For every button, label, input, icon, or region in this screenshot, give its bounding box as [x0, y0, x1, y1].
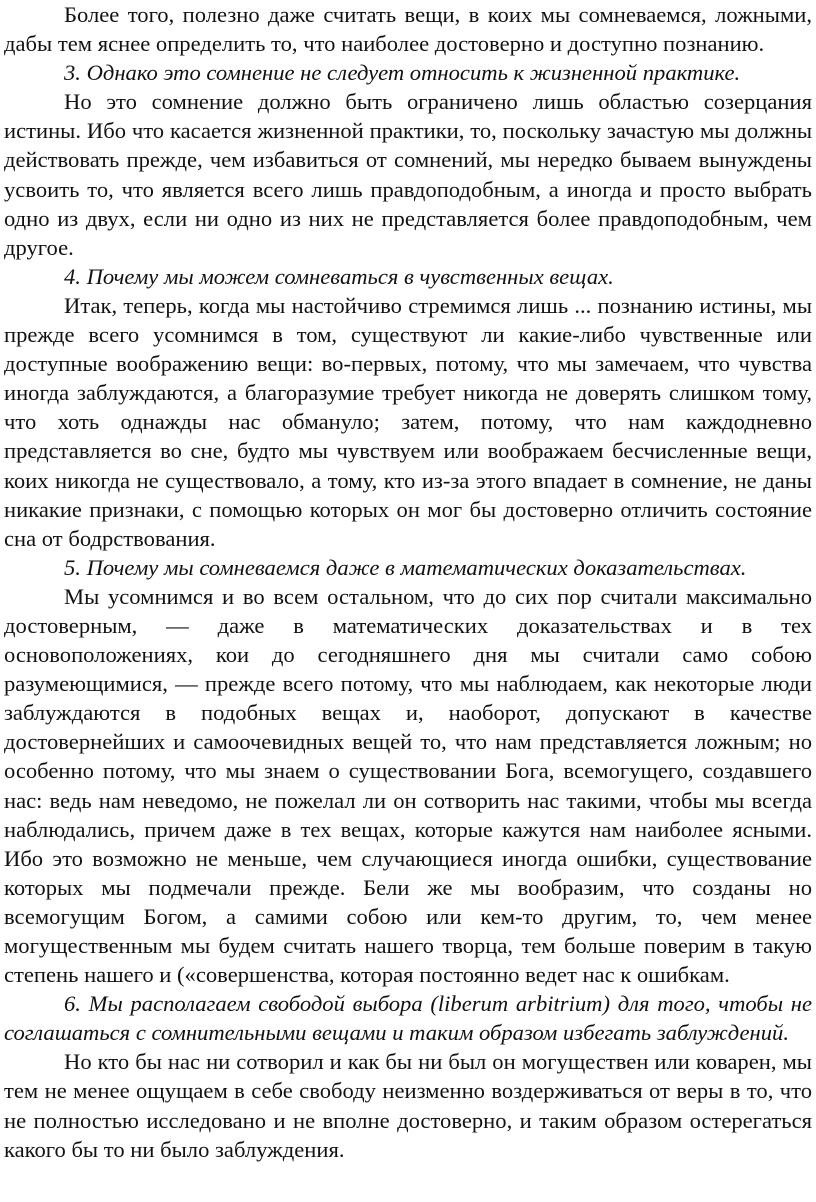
section-heading-5: 5. Почему мы сомневаемся даже в математических доказательствах.: [64, 554, 747, 580]
section-heading-6: 6. Мы располагаем свободой выбора (liberum arbitrium) для того, чтобы не соглашаться с сомнительными вещами и таким образом избегать заблуждений.: [4, 991, 812, 1046]
section-heading-3: 3. Однако это сомнение не следует относить к жизненной практике.: [64, 60, 741, 86]
paragraph-1: Более того, полезно даже считать вещи, в коих мы сомневаемся, ложными, дабы тем яснее определить то, что наиболее достоверно и доступно познанию.: [4, 2, 812, 57]
paragraph-4: Мы усомнимся и во всем остальном, что до сих пор считали максимально достоверным, — даже в математических доказательствах и в тех основоположениях, кои до сегодняшнего дня мы считали само собою разумеющимися, — прежде всего потому, что мы наблюдаем, как некоторые люди заблуждаются в подобных вещах и, наоборот, допускают в качестве достовернейших и самоочевидных вещей то, что нам представляется ложным; но особенно потому, что мы знаем о существовании Бога, всемогущего, создавшего нас: ведь нам неведомо, не пожелал ли он сотворить нас такими, чтобы мы всегда наблюдались, причем даже в тех вещах, которые кажутся нам наиболее ясными. Ибо это возможно не меньше, чем случающиеся иногда ошибки, существование которых мы подмечали прежде. Бели же мы вообразим, что созданы но всемогущим Богом, а самими собою или кем-то другим, то, чем менее могущественным мы будем считать нашего творца, тем больше поверим в такую степень нашего и («совершенства, которая постоянно ведет нас к ошибкам.: [4, 583, 812, 988]
paragraph-3: Итак, теперь, когда мы настойчиво стремимся лишь ... познанию истины, мы прежде всего усомнимся в том, существуют ли какие-либо чувственные или доступные воображению вещи: во-первых, потому, что мы замечаем, что чувства иногда заблуждаются, а благоразумие требует никогда не доверять слишком тому, что хоть однажды нас обмануло; затем, потому, что нам каждодневно представляется во сне, будто мы чувствуем или воображаем бесчисленные вещи, коих никогда не существовало, а тому, кто из-за этого впадает в сомнение, не даны никакие признаки, с помощью которых он мог бы достоверно отличить состояние сна от бодрствования.: [4, 292, 812, 551]
paragraph-5: Но кто бы нас ни сотворил и как бы ни был он могуществен или коварен, мы тем не менее ощущаем в себе свободу неизменно воздерживаться от веры в то, что не полностью исследовано и не вполне достоверно, и таким образом остерегаться какого бы то ни было заблуждения.: [4, 1049, 812, 1162]
paragraph-2: Но это сомнение должно быть ограничено лишь областью созерцания истины. Ибо что касается жизненной практики, то, поскольку зачастую мы должны действовать прежде, чем избавиться от сомнений, мы нередко бываем вынуждены усвоить то, что является всего лишь правдоподобным, а иногда и просто выбрать одно из двух, если ни одно из них не представляется более правдоподобным, чем другое.: [4, 89, 812, 260]
section-heading-4: 4. Почему мы можем сомневаться в чувственных вещах.: [64, 263, 614, 289]
